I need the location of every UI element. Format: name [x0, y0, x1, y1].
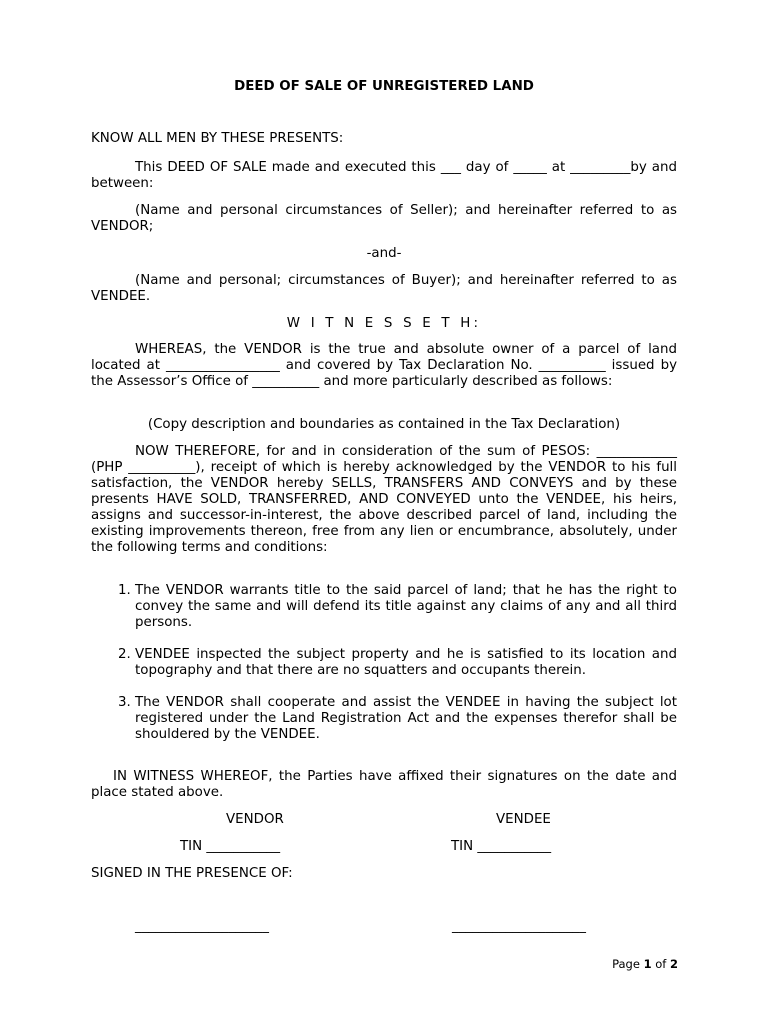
paragraph-seller: (Name and personal circumstances of Seller); and hereinafter referred to as VENDOR; [91, 203, 677, 234]
salutation: KNOW ALL MEN BY THESE PRESENTS: [91, 131, 344, 146]
vendor-label: VENDOR [226, 812, 284, 827]
vendor-tin: TIN ___________ [180, 839, 281, 854]
witnesseth-heading: W I T N E S S E T H: [286, 316, 482, 331]
condition-item: 3. The VENDOR shall cooperate and assist the VENDEE in having the subject lot registered under the Land Registration Act and the expenses therefor shall be shouldered by the VENDEE. [135, 695, 677, 743]
current-page: 1 [643, 957, 652, 971]
witness-signature-line-1: ____________________ [135, 919, 269, 934]
signed-in-presence-label: SIGNED IN THE PRESENCE OF: [91, 866, 293, 881]
page-number [612, 956, 678, 972]
condition-item: 2. VENDEE inspected the subject property and he is satisfied to its location and topography and that there are no squatters and occupants therein. [135, 647, 677, 679]
and-separator: -and- [366, 246, 402, 261]
paragraph-intro: This DEED OF SALE made and executed this ___ day of _____ at _________by and between: [91, 160, 677, 191]
total-pages: 2 [669, 957, 678, 971]
condition-item: 1. The VENDOR warrants title to the said parcel of land; that he has the right to convey the same and will defend its title against any claims of any and all third persons. [135, 583, 677, 631]
vendee-label: VENDEE [496, 812, 551, 827]
paragraph-in-witness: IN WITNESS WHEREOF, the Parties have affixed their signatures on the date and place stated above. [91, 769, 677, 800]
paragraph-now-therefore: NOW THEREFORE, for and in consideration of the sum of PESOS: ____________ (PHP __________), receipt of which is hereby acknowledged by the VENDOR to his full satisfaction, the VENDOR hereby SELLS, TRANSFERS AND CONVEYS and by these presents HAVE SOLD, TRANSFERRED, AND CONVEYED unto the VENDEE, his heirs, assigns and successor-in-interest, the above described parcel of land, including the existing improvements thereon, free from any lien or encumbrance, absolutely, under the following terms and conditions: [91, 444, 677, 555]
witness-signature-line-2: ____________________ [452, 919, 586, 934]
vendee-tin: TIN ___________ [451, 839, 552, 854]
paragraph-buyer: (Name and personal; circumstances of Buyer); and hereinafter referred to as VENDEE. [91, 273, 677, 304]
of-word: of [655, 957, 667, 971]
paragraph-whereas: WHEREAS, the VENDOR is the true and absolute owner of a parcel of land located at _________________ and covered by Tax Declaration No. __________ issued by the Assessor’s Office of __________ and more particularly described as follows: [91, 342, 677, 389]
paragraph-copy-description: (Copy description and boundaries as contained in the Tax Declaration) [147, 417, 621, 432]
conditions-list [91, 583, 677, 743]
document-page [91, 0, 677, 1024]
page-word: Page [612, 957, 640, 971]
document-title: DEED OF SALE OF UNREGISTERED LAND [234, 79, 534, 94]
